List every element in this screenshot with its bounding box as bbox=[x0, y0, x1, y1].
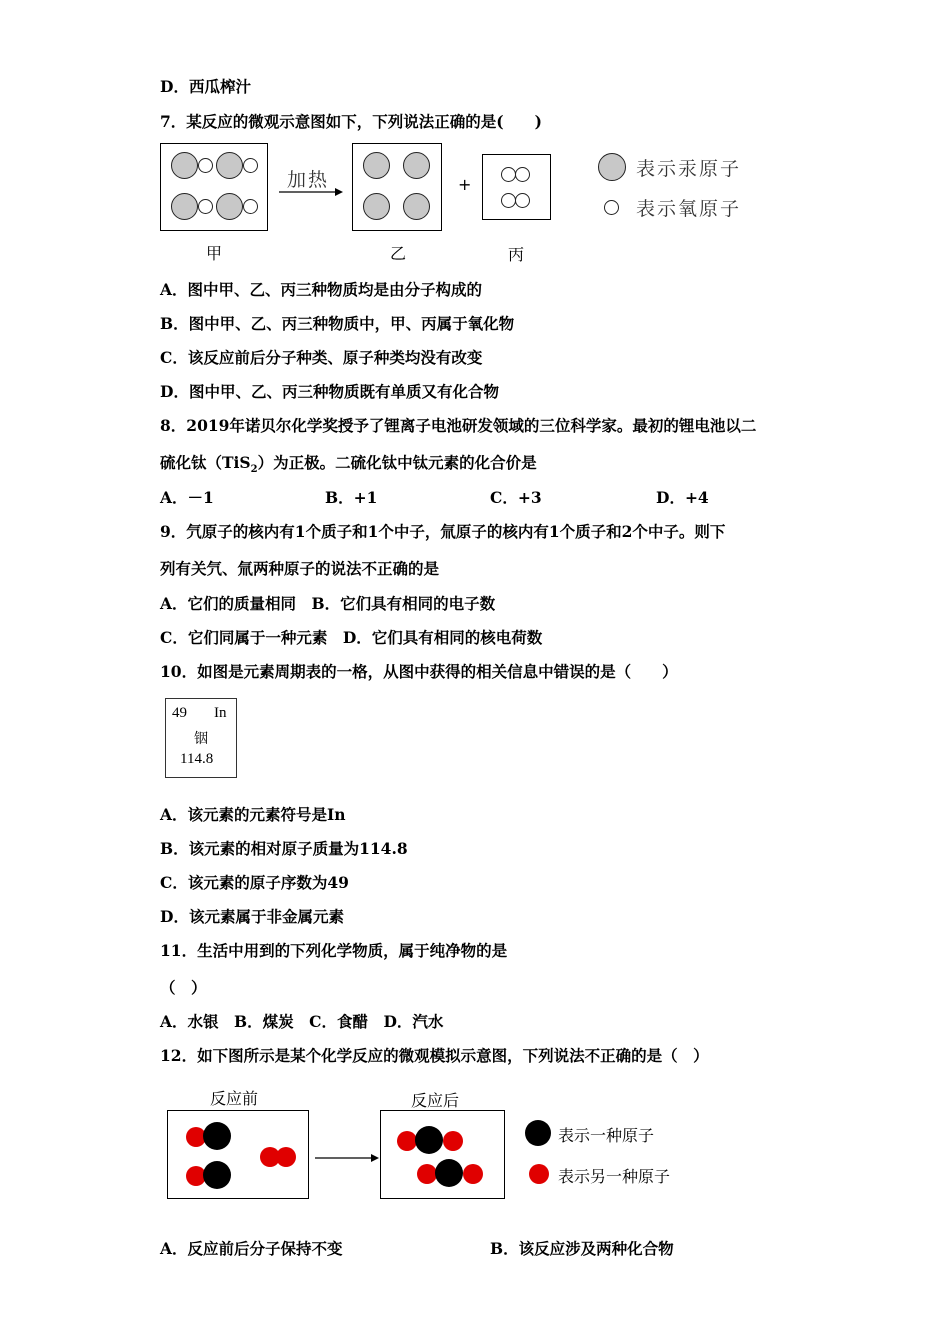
q9-stem-line2: 列有关氕、氚两种原子的说法不正确的是 bbox=[160, 559, 440, 578]
black-atom bbox=[415, 1126, 443, 1154]
black-atom bbox=[435, 1159, 463, 1187]
atomic-mass: 114.8 bbox=[180, 751, 214, 767]
hg-atom bbox=[216, 193, 243, 220]
legend-o-text: 表示氧原子 bbox=[636, 198, 742, 220]
q8-text-b: ）为正极。二硫化钛中钛元素的化合价是 bbox=[257, 453, 537, 472]
element-name: 铟 bbox=[194, 731, 208, 747]
label-jia: 甲 bbox=[206, 244, 223, 263]
o-atom bbox=[243, 199, 258, 214]
q10-option-a: A．该元素的元素符号是In bbox=[160, 805, 346, 824]
label-yi: 乙 bbox=[390, 244, 407, 263]
box-before bbox=[167, 1110, 309, 1199]
legend-hg-icon bbox=[598, 153, 626, 181]
element-symbol: In bbox=[214, 705, 227, 721]
q12-option-a: A．反应前后分子保持不变 bbox=[160, 1239, 343, 1258]
black-atom bbox=[203, 1161, 231, 1189]
q10-option-b: B．该元素的相对原子质量为114.8 bbox=[160, 839, 408, 858]
o-atom bbox=[515, 193, 530, 208]
o-atom bbox=[515, 167, 530, 182]
q11-paren: （ ） bbox=[160, 978, 207, 997]
q12-option-b: B．该反应涉及两种化合物 bbox=[490, 1239, 674, 1258]
q8-subscript: 2 bbox=[250, 464, 258, 476]
q11-options: A．水银 B．煤炭 C．食醋 D．汽水 bbox=[160, 1012, 444, 1031]
hg-atom bbox=[363, 193, 390, 220]
q8-option-c: C．+3 bbox=[490, 488, 542, 507]
q8-option-a: A．－1 bbox=[160, 488, 214, 507]
q7-option-b: B．图中甲、乙、丙三种物质中，甲、丙属于氧化物 bbox=[160, 314, 515, 333]
q7-option-a: A．图中甲、乙、丙三种物质均是由分子构成的 bbox=[160, 280, 483, 299]
black-atom bbox=[203, 1122, 231, 1150]
q11-stem: 11．生活中用到的下列化学物质，属于纯净物的是 bbox=[160, 941, 508, 960]
q7-option-c: C．该反应前后分子种类、原子种类均没有改变 bbox=[160, 348, 483, 367]
legend-red-icon bbox=[529, 1164, 549, 1184]
q9-stem-line1: 9．氕原子的核内有1个质子和1个中子，氚原子的核内有1个质子和2个中子。则下 bbox=[160, 522, 726, 541]
box-jia bbox=[160, 143, 268, 231]
box-bing bbox=[482, 154, 551, 220]
q8-option-d: D．+4 bbox=[656, 488, 709, 507]
legend-o-icon bbox=[604, 200, 619, 215]
legend-hg-text: 表示汞原子 bbox=[636, 158, 742, 180]
hg-atom bbox=[403, 193, 430, 220]
atomic-number: 49 bbox=[172, 705, 187, 721]
q10-option-d: D．该元素属于非金属元素 bbox=[160, 907, 344, 926]
legend-red-text: 表示另一种原子 bbox=[558, 1167, 671, 1186]
legend-black-icon bbox=[525, 1120, 551, 1146]
q12-stem: 12．如下图所示是某个化学反应的微观模拟示意图，下列说法不正确的是（ ） bbox=[160, 1046, 709, 1065]
label-before: 反应前 bbox=[210, 1089, 259, 1108]
legend-black-text: 表示一种原子 bbox=[558, 1126, 655, 1145]
hg-atom bbox=[171, 152, 198, 179]
q9-options-cd: C．它们同属于一种元素 D．它们具有相同的核电荷数 bbox=[160, 628, 543, 647]
label-after: 反应后 bbox=[411, 1091, 460, 1110]
o-atom bbox=[198, 158, 213, 173]
hg-atom bbox=[403, 152, 430, 179]
q6-option-d: D．西瓜榨汁 bbox=[160, 77, 251, 96]
arrow-label: 加热 bbox=[287, 169, 330, 191]
q10-option-c: C．该元素的原子序数为49 bbox=[160, 873, 349, 892]
o-atom bbox=[501, 193, 516, 208]
red-atom bbox=[443, 1131, 463, 1151]
q7-option-d: D．图中甲、乙、丙三种物质既有单质又有化合物 bbox=[160, 382, 499, 401]
q8-option-b: B．+1 bbox=[325, 488, 378, 507]
hg-atom bbox=[216, 152, 243, 179]
q8-text-a: 硫化钛（TiS bbox=[160, 453, 251, 472]
red-atom bbox=[397, 1131, 417, 1151]
q10-stem: 10．如图是元素周期表的一格，从图中获得的相关信息中错误的是（ ） bbox=[160, 662, 678, 681]
label-bing: 丙 bbox=[508, 245, 525, 264]
q8-stem-line1: 8．2019年诺贝尔化学奖授予了锂离子电池研发领域的三位科学家。最初的锂电池以二 bbox=[160, 416, 757, 435]
q8-stem-line2 bbox=[160, 453, 537, 480]
q7-stem: 7．某反应的微观示意图如下，下列说法正确的是( ) bbox=[160, 112, 542, 131]
hg-atom bbox=[171, 193, 198, 220]
reaction-arrow-12 bbox=[313, 1152, 379, 1164]
plus-sign: + bbox=[458, 175, 472, 194]
o-atom bbox=[243, 158, 258, 173]
o-atom bbox=[501, 167, 516, 182]
periodic-cell bbox=[165, 698, 237, 778]
red-atom bbox=[417, 1164, 437, 1184]
q9-options-ab: A．它们的质量相同 B．它们具有相同的电子数 bbox=[160, 594, 496, 613]
red-atom bbox=[463, 1164, 483, 1184]
reaction-arrow bbox=[277, 186, 343, 198]
box-yi bbox=[352, 143, 442, 231]
o-atom bbox=[198, 199, 213, 214]
box-after bbox=[380, 1110, 505, 1199]
hg-atom bbox=[363, 152, 390, 179]
red-atom bbox=[276, 1147, 296, 1167]
